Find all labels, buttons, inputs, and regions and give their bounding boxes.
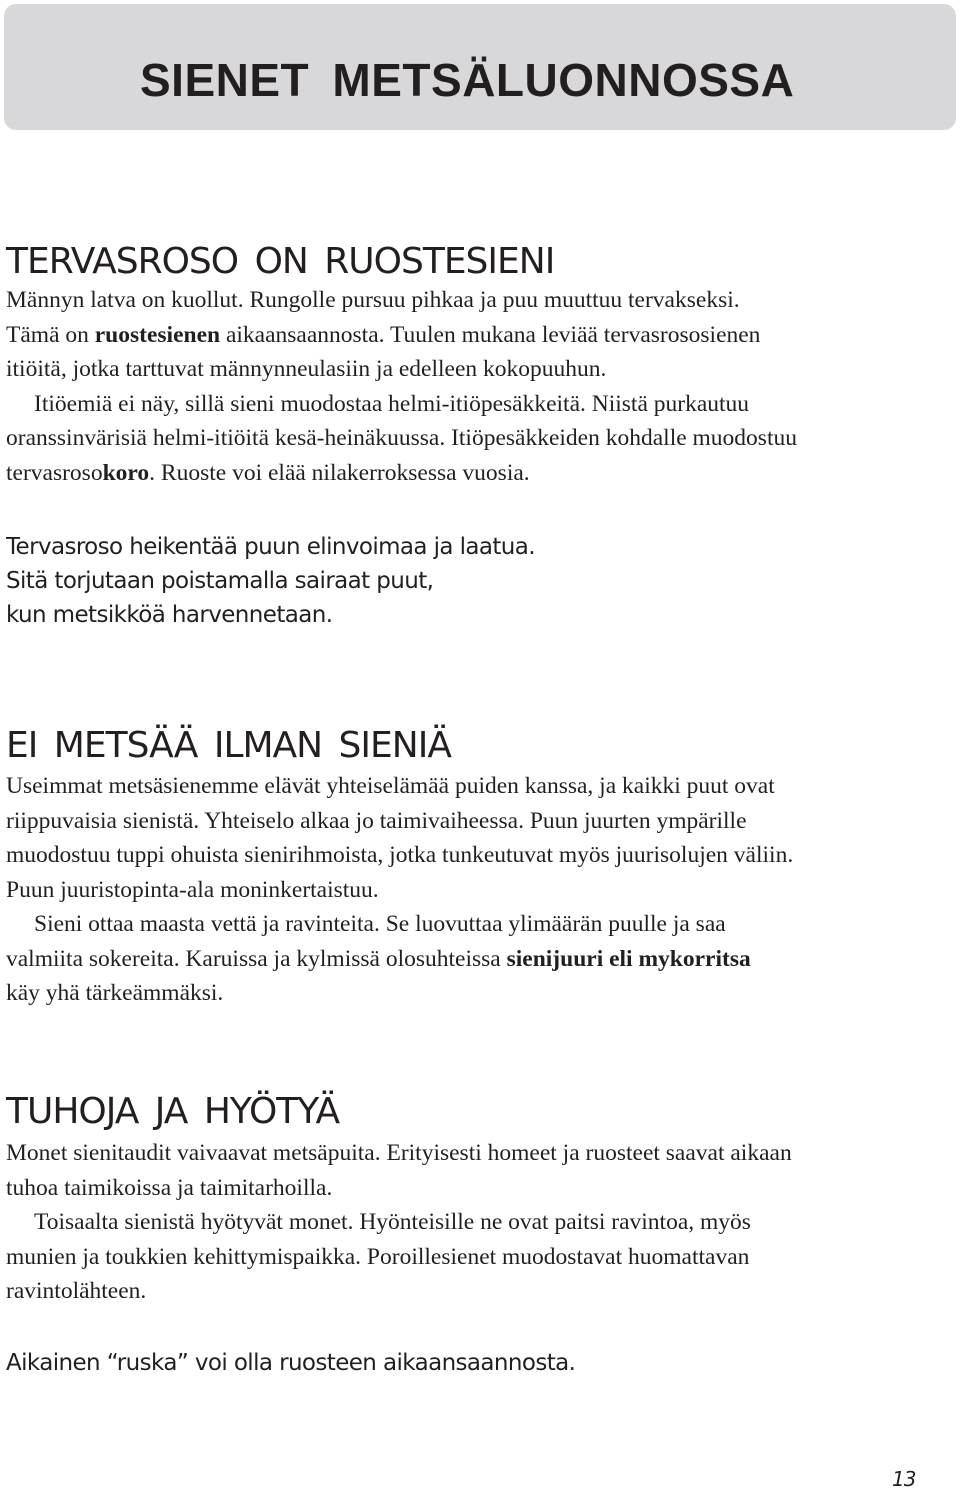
text-line: valmiita sokereita. Karuissa ja kylmissä olosuhteissa sienijuuri eli mykorritsa bbox=[6, 945, 751, 972]
text-line: tuhoa taimikoissa ja taimitarhoilla. bbox=[6, 1174, 333, 1201]
text-line: Männyn latva on kuollut. Rungolle pursuu pihkaa ja puu muuttuu tervakseksi. bbox=[6, 287, 740, 313]
text-line: oranssinvärisiä helmi-itiöitä kesä-heinäkuussa. Itiöpesäkkeiden kohdalle muodostuu bbox=[6, 425, 797, 451]
bold-term: koro bbox=[102, 459, 150, 486]
bold-term: ruostesienen bbox=[94, 321, 221, 348]
text-line: munien ja toukkien kehittymispaikka. Poroillesienet muodostavat huomattavan bbox=[6, 1243, 750, 1270]
section-note-tuhoja bbox=[6, 1346, 575, 1380]
title-banner bbox=[4, 4, 956, 130]
section-heading-tuhoja: TUHOJA JA HYÖTYÄ bbox=[6, 1091, 340, 1132]
text-line: käy yhä tärkeämmäksi. bbox=[6, 980, 224, 1006]
text-line: Itiöemiä ei näy, sillä sieni muodostaa helmi-itiöpesäkkeitä. Niistä purkautuu bbox=[34, 390, 750, 417]
section-body-tuhoja bbox=[6, 1136, 956, 1309]
bold-term: sienijuuri eli mykorritsa bbox=[506, 945, 751, 972]
section-heading-ei-metsaa: EI METSÄÄ ILMAN SIENIÄ bbox=[6, 725, 451, 766]
text-line: ravintolähteen. bbox=[6, 1278, 147, 1304]
note-line: Tervasroso heikentää puun elinvoimaa ja laatua. bbox=[6, 534, 535, 560]
text-line: Sieni ottaa maasta vettä ja ravinteita. Se luovuttaa ylimäärän puulle ja saa bbox=[34, 911, 726, 937]
page-number: 13 bbox=[892, 1467, 916, 1491]
section-note-tervasroso bbox=[6, 530, 535, 632]
text-line: riippuvaisia sienistä. Yhteiselo alkaa jo taimivaiheessa. Puun juurten ympärille bbox=[6, 807, 747, 834]
section-heading-tervasroso: TERVASROSO ON RUOSTESIENI bbox=[6, 241, 555, 282]
section-body-tervasroso bbox=[6, 283, 956, 490]
note-line: kun metsikköä harvennetaan. bbox=[6, 602, 333, 628]
page-title: SIENET METSÄLUONNOSSA bbox=[140, 54, 795, 106]
text-line: Toisaalta sienistä hyötyvät monet. Hyönteisille ne ovat paitsi ravintoa, myös bbox=[34, 1209, 751, 1235]
note-line: Sitä torjutaan poistamalla sairaat puut, bbox=[6, 568, 434, 594]
text-line: itiöitä, jotka tarttuvat männynneulasiin ja edelleen kokopuuhun. bbox=[6, 356, 607, 382]
text-line: tervasrosokoro. Ruoste voi elää nilakerroksessa vuosia. bbox=[6, 459, 530, 486]
section-body-ei-metsaa bbox=[6, 769, 956, 1011]
text-line: Useimmat metsäsienemme elävät yhteiselämää puiden kanssa, ja kaikki puut ovat bbox=[6, 773, 775, 799]
text-line: muodostuu tuppi ohuista sienirihmoista, jotka tunkeutuvat myös juurisolujen väliin. bbox=[6, 842, 794, 868]
note-line: Aikainen “ruska” voi olla ruosteen aikaansaannosta. bbox=[6, 1350, 576, 1376]
text-line: Monet sienitaudit vaivaavat metsäpuita. Erityisesti homeet ja ruosteet saavat aikaan bbox=[6, 1140, 792, 1166]
text-line: Tämä on ruostesienen aikaansaannosta. Tuulen mukana leviää tervasrososienen bbox=[6, 321, 761, 348]
text-line: Puun juuristopinta-ala moninkertaistuu. bbox=[6, 876, 379, 903]
